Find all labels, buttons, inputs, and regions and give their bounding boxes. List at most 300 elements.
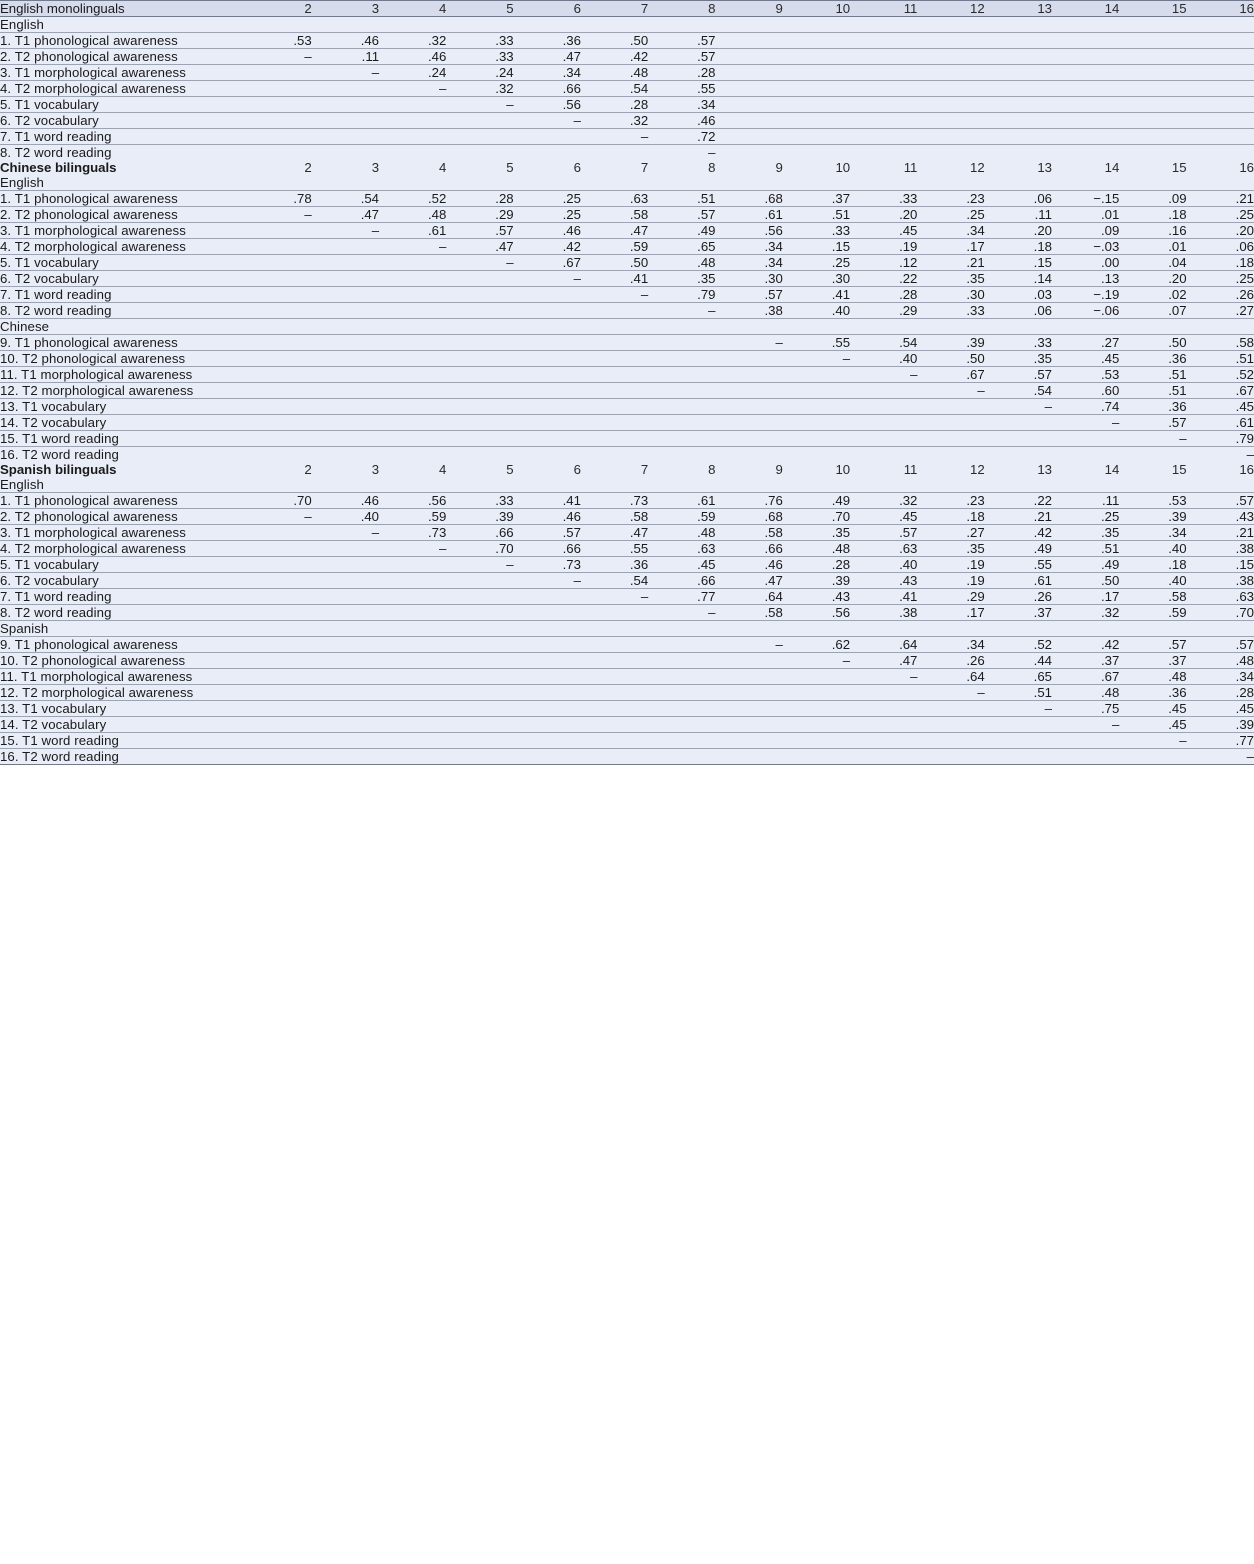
correlation-cell: .40 [1119, 573, 1186, 589]
correlation-cell: .65 [648, 239, 715, 255]
correlation-cell [312, 605, 379, 621]
correlation-cell [581, 717, 648, 733]
section-header-spacer [514, 319, 581, 335]
correlation-cell [716, 415, 783, 431]
correlation-cell: .65 [985, 669, 1052, 685]
section-header-spacer [1052, 477, 1119, 493]
table-row [0, 33, 1254, 49]
correlation-cell [244, 415, 311, 431]
correlation-cell [312, 717, 379, 733]
correlation-cell: .17 [917, 605, 984, 621]
correlation-cell: – [917, 685, 984, 701]
correlation-cell [514, 303, 581, 319]
section-header-spacer [581, 175, 648, 191]
correlation-cell [312, 573, 379, 589]
correlation-cell [917, 733, 984, 749]
correlation-cell: .45 [850, 223, 917, 239]
correlation-cell: .57 [1187, 637, 1254, 653]
correlation-cell: .32 [379, 33, 446, 49]
correlation-cell: .36 [581, 557, 648, 573]
correlation-cell: .64 [917, 669, 984, 685]
section-header-spacer [1119, 17, 1186, 33]
column-header-9: 9 [716, 1, 783, 17]
row-label: 6. T2 vocabulary [0, 271, 244, 287]
table-row [0, 287, 1254, 303]
correlation-cell [446, 431, 513, 447]
table-row [0, 557, 1254, 573]
column-header-14: 14 [1052, 1, 1119, 17]
correlation-cell: .38 [850, 605, 917, 621]
correlation-cell [783, 415, 850, 431]
section-header-spacer [783, 175, 850, 191]
correlation-cell [379, 653, 446, 669]
correlation-cell: .43 [1187, 509, 1254, 525]
correlation-cell [850, 97, 917, 113]
row-label: 7. T1 word reading [0, 129, 244, 145]
correlation-cell: – [850, 669, 917, 685]
correlation-cell [917, 97, 984, 113]
correlation-cell [446, 399, 513, 415]
table-row [0, 447, 1254, 463]
correlation-cell [917, 65, 984, 81]
correlation-cell [917, 717, 984, 733]
correlation-cell: – [1187, 749, 1254, 765]
correlation-cell: .34 [716, 239, 783, 255]
correlation-cell [850, 733, 917, 749]
correlation-cell [581, 335, 648, 351]
correlation-cell [379, 255, 446, 271]
correlation-cell [446, 605, 513, 621]
correlation-cell: .23 [917, 191, 984, 207]
correlation-cell: .57 [1119, 637, 1186, 653]
correlation-cell [446, 447, 513, 463]
correlation-cell: .33 [917, 303, 984, 319]
correlation-cell [1052, 33, 1119, 49]
correlation-cell [1119, 33, 1186, 49]
correlation-cell [1119, 145, 1186, 161]
correlation-cell: – [783, 351, 850, 367]
correlation-cell: .42 [1052, 637, 1119, 653]
correlation-cell: – [514, 271, 581, 287]
correlation-cell [716, 701, 783, 717]
correlation-cell: .52 [985, 637, 1052, 653]
correlation-cell: .56 [514, 97, 581, 113]
correlation-cell: .32 [581, 113, 648, 129]
correlation-cell: .25 [783, 255, 850, 271]
correlation-cell [783, 447, 850, 463]
section-header-spacer [514, 477, 581, 493]
correlation-cell: .30 [716, 271, 783, 287]
correlation-cell [581, 605, 648, 621]
correlation-cell [716, 81, 783, 97]
correlation-cell [850, 81, 917, 97]
section-header-spacer [1119, 175, 1186, 191]
correlation-cell: – [244, 207, 311, 223]
column-header-4: 4 [438, 462, 447, 477]
section-header-spacer [514, 175, 581, 191]
correlation-cell: .48 [581, 65, 648, 81]
correlation-cell: .17 [1052, 589, 1119, 605]
correlation-cell: .45 [1052, 351, 1119, 367]
correlation-cell [716, 145, 783, 161]
section-header-spacer [1187, 477, 1254, 493]
section-header-spacer [850, 319, 917, 335]
correlation-cell [1052, 81, 1119, 97]
section-header-spacer [312, 319, 379, 335]
correlation-cell: .50 [581, 33, 648, 49]
correlation-cell [514, 749, 581, 765]
correlation-cell: .57 [648, 207, 715, 223]
correlation-cell: .40 [850, 557, 917, 573]
correlation-cell [648, 415, 715, 431]
correlation-cell: .38 [1187, 541, 1254, 557]
section-header-spacer [379, 319, 446, 335]
section-header-spacer [648, 319, 715, 335]
section-header-row [0, 621, 1254, 637]
correlation-cell [379, 367, 446, 383]
table-row [0, 351, 1254, 367]
table-row [0, 749, 1254, 765]
correlation-cell: .21 [1187, 191, 1254, 207]
correlation-cell [244, 367, 311, 383]
correlation-cell [514, 637, 581, 653]
correlation-cell: .63 [850, 541, 917, 557]
correlation-cell [581, 701, 648, 717]
section-header-row [0, 17, 1254, 33]
correlation-cell [648, 717, 715, 733]
row-label: 1. T1 phonological awareness [0, 493, 244, 509]
correlation-cell [244, 541, 311, 557]
correlation-cell: – [1119, 431, 1186, 447]
correlation-cell: .54 [985, 383, 1052, 399]
table-row [0, 255, 1254, 271]
correlation-cell: .24 [446, 65, 513, 81]
correlation-cell [446, 733, 513, 749]
correlation-cell: .49 [648, 223, 715, 239]
correlation-cell [446, 685, 513, 701]
correlation-cell [312, 399, 379, 415]
correlation-cell: .61 [648, 493, 715, 509]
correlation-cell: .37 [783, 191, 850, 207]
correlation-cell: .59 [379, 509, 446, 525]
row-label: 4. T2 morphological awareness [0, 81, 244, 97]
correlation-cell: .51 [648, 191, 715, 207]
correlation-cell [581, 733, 648, 749]
correlation-cell [716, 733, 783, 749]
section-header-spacer [716, 17, 783, 33]
correlation-cell [312, 669, 379, 685]
correlation-cell [312, 653, 379, 669]
correlation-cell: .51 [985, 685, 1052, 701]
correlation-cell [312, 589, 379, 605]
correlation-cell: .58 [581, 509, 648, 525]
correlation-cell [379, 589, 446, 605]
row-label: 16. T2 word reading [0, 447, 119, 462]
correlation-cell [581, 415, 648, 431]
correlation-cell [1187, 97, 1254, 113]
section-header-spacer [985, 175, 1052, 191]
section-header-spacer [1187, 621, 1254, 637]
table-row [0, 415, 1254, 431]
column-header-16: 16 [1239, 160, 1254, 175]
correlation-cell [783, 65, 850, 81]
correlation-cell: .76 [716, 493, 783, 509]
correlation-cell: .22 [985, 493, 1052, 509]
correlation-cell [783, 113, 850, 129]
correlation-cell: .32 [850, 493, 917, 509]
correlation-cell: .47 [312, 207, 379, 223]
correlation-cell: .09 [1052, 223, 1119, 239]
correlation-cell: .17 [917, 239, 984, 255]
correlation-cell [514, 431, 581, 447]
correlation-cell: .25 [514, 207, 581, 223]
correlation-cell: – [312, 525, 379, 541]
correlation-cell [446, 637, 513, 653]
correlation-cell: .28 [581, 97, 648, 113]
correlation-cell: .47 [716, 573, 783, 589]
correlation-cell: .57 [514, 525, 581, 541]
correlation-cell [1052, 447, 1119, 463]
correlation-cell [1119, 749, 1186, 765]
section-header-spacer [581, 17, 648, 33]
correlation-cell [985, 145, 1052, 161]
section-header-spacer [648, 621, 715, 637]
correlation-cell: .35 [648, 271, 715, 287]
row-label: 2. T2 phonological awareness [0, 207, 244, 223]
correlation-cell: .19 [850, 239, 917, 255]
section-header-spacer [379, 621, 446, 637]
correlation-cell: .35 [783, 525, 850, 541]
correlation-cell [514, 335, 581, 351]
correlation-cell [244, 239, 311, 255]
row-label: 3. T1 morphological awareness [0, 65, 244, 81]
correlation-cell [514, 653, 581, 669]
correlation-cell: .48 [379, 207, 446, 223]
table-row [0, 605, 1254, 621]
correlation-cell: .67 [917, 367, 984, 383]
correlation-cell: .06 [985, 303, 1052, 319]
section-header-spacer [244, 477, 311, 493]
column-header-11: 11 [903, 462, 918, 477]
correlation-cell [985, 129, 1052, 145]
section-header-spacer [379, 477, 446, 493]
column-header-8: 8 [708, 160, 716, 175]
row-label: 15. T1 word reading [0, 431, 244, 447]
correlation-cell: .34 [648, 97, 715, 113]
correlation-cell: .15 [985, 255, 1052, 271]
correlation-cell: .18 [1119, 557, 1186, 573]
correlation-cell: .18 [1119, 207, 1186, 223]
correlation-cell: .25 [1187, 271, 1254, 287]
correlation-cell [446, 129, 513, 145]
correlation-cell: .16 [1119, 223, 1186, 239]
section-header-spacer [716, 319, 783, 335]
row-label: 16. T2 word reading [0, 749, 244, 765]
column-header-13: 13 [985, 1, 1052, 17]
correlation-cell [312, 351, 379, 367]
correlation-cell: .63 [1187, 589, 1254, 605]
correlation-cell [850, 701, 917, 717]
column-header-12: 12 [917, 1, 984, 17]
correlation-cell [446, 271, 513, 287]
correlation-cell: .21 [1187, 525, 1254, 541]
column-header-15: 15 [1171, 462, 1187, 477]
row-label: 2. T2 phonological awareness [0, 509, 244, 525]
correlation-cell: .21 [985, 509, 1052, 525]
section-header-spacer [783, 621, 850, 637]
correlation-cell [716, 685, 783, 701]
correlation-cell [716, 367, 783, 383]
correlation-cell [648, 653, 715, 669]
correlation-cell: .36 [1119, 351, 1186, 367]
correlation-cell: .28 [783, 557, 850, 573]
table-row [0, 191, 1254, 207]
correlation-cell: .41 [783, 287, 850, 303]
correlation-cell [244, 557, 311, 573]
correlation-cell [648, 351, 715, 367]
correlation-cell: .33 [985, 335, 1052, 351]
correlation-cell [379, 557, 446, 573]
section-header-spacer [985, 17, 1052, 33]
correlation-cell [244, 733, 311, 749]
correlation-cell: .07 [1119, 303, 1186, 319]
correlation-cell [446, 367, 513, 383]
correlation-cell [850, 113, 917, 129]
correlation-cell: .24 [379, 65, 446, 81]
correlation-cell: .56 [783, 605, 850, 621]
correlation-cell [379, 637, 446, 653]
correlation-cell: .27 [1187, 303, 1254, 319]
correlation-cell [379, 701, 446, 717]
correlation-cell [850, 431, 917, 447]
correlation-cell [446, 717, 513, 733]
section-header-spacer [1119, 621, 1186, 637]
correlation-cell: .57 [850, 525, 917, 541]
correlation-cell [985, 749, 1052, 765]
correlation-cell [446, 701, 513, 717]
correlation-cell [985, 431, 1052, 447]
column-header-10: 10 [783, 1, 850, 17]
row-label: 6. T2 vocabulary [0, 113, 244, 129]
section-header-spacer [581, 621, 648, 637]
correlation-cell: .28 [446, 191, 513, 207]
column-header-15: 15 [1171, 160, 1187, 175]
correlation-cell: .06 [1187, 239, 1254, 255]
correlation-cell: .66 [514, 541, 581, 557]
table-row [0, 145, 1254, 161]
correlation-cell [446, 383, 513, 399]
row-label: 3. T1 morphological awareness [0, 525, 244, 541]
correlation-cell [514, 701, 581, 717]
correlation-cell [514, 351, 581, 367]
group-label: Chinese bilinguals [0, 160, 117, 175]
correlation-cell [379, 113, 446, 129]
correlation-cell [244, 383, 311, 399]
correlation-cell: .53 [244, 33, 311, 49]
correlation-cell: .51 [1119, 367, 1186, 383]
correlation-cell: .70 [446, 541, 513, 557]
correlation-cell [244, 303, 311, 319]
correlation-cell [985, 733, 1052, 749]
column-header-6: 6 [514, 1, 581, 17]
correlation-cell [1187, 81, 1254, 97]
correlation-cell [379, 351, 446, 367]
section-header-spacer [514, 17, 581, 33]
correlation-cell [1119, 113, 1186, 129]
column-header-12: 12 [970, 462, 985, 477]
correlation-cell [581, 749, 648, 765]
correlation-cell: .48 [1119, 669, 1186, 685]
section-header-spacer [716, 477, 783, 493]
correlation-cell: .56 [716, 223, 783, 239]
correlation-cell [244, 113, 311, 129]
correlation-cell: – [917, 383, 984, 399]
correlation-cell: .30 [783, 271, 850, 287]
table-row [0, 685, 1254, 701]
correlation-cell [446, 415, 513, 431]
column-header-6: 6 [573, 160, 581, 175]
correlation-cell [514, 605, 581, 621]
correlation-cell: .18 [1187, 255, 1254, 271]
correlation-cell [850, 685, 917, 701]
correlation-cell: .51 [1119, 383, 1186, 399]
correlation-cell: .45 [1187, 399, 1254, 415]
correlation-cell: .38 [716, 303, 783, 319]
correlation-cell [985, 97, 1052, 113]
correlation-cell: .20 [1119, 271, 1186, 287]
correlation-cell [312, 287, 379, 303]
section-header-spacer [850, 477, 917, 493]
table-row [0, 207, 1254, 223]
column-header-12: 12 [970, 160, 985, 175]
correlation-cell: .55 [783, 335, 850, 351]
column-header-3: 3 [312, 1, 379, 17]
correlation-cell [379, 303, 446, 319]
column-header-7: 7 [640, 462, 649, 477]
column-header-5: 5 [446, 1, 513, 17]
correlation-cell: – [514, 573, 581, 589]
correlation-cell: .74 [1052, 399, 1119, 415]
correlation-cell [716, 717, 783, 733]
section-header-spacer [648, 17, 715, 33]
correlation-cell [648, 383, 715, 399]
column-header-9: 9 [775, 160, 783, 175]
correlation-cell [244, 605, 311, 621]
correlation-cell [783, 669, 850, 685]
correlation-cell: .46 [312, 33, 379, 49]
correlation-cell: .50 [581, 255, 648, 271]
correlation-cell [783, 145, 850, 161]
correlation-cell [648, 749, 715, 765]
correlation-cell: .58 [581, 207, 648, 223]
correlation-cell [514, 287, 581, 303]
correlation-cell: .64 [716, 589, 783, 605]
correlation-cell: .45 [850, 509, 917, 525]
correlation-cell [244, 255, 311, 271]
table-row [0, 541, 1254, 557]
correlation-cell [917, 81, 984, 97]
correlation-cell [446, 573, 513, 589]
section-header-spacer [1119, 477, 1186, 493]
correlation-cell [1187, 33, 1254, 49]
table-row [0, 653, 1254, 669]
correlation-cell: – [985, 399, 1052, 415]
row-label: 12. T2 morphological awareness [0, 383, 244, 399]
column-header-7: 7 [581, 1, 648, 17]
correlation-cell: .35 [1052, 525, 1119, 541]
section-header-spacer [446, 175, 513, 191]
correlation-cell [1119, 49, 1186, 65]
